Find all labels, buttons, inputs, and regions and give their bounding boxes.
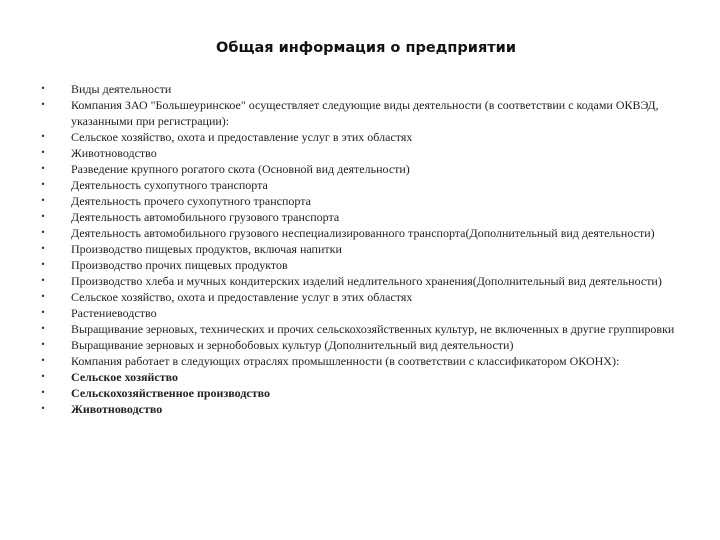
list-item-text: Сельскохозяйственное производство: [71, 386, 271, 400]
list-item-text: Деятельность прочего сухопутного транспорта: [71, 194, 311, 208]
list-item: [38, 401, 678, 417]
list-item: [38, 129, 678, 145]
bullet-icon: •: [40, 324, 46, 333]
list-item: [38, 305, 678, 321]
list-item: [38, 97, 678, 129]
bullet-icon: •: [40, 196, 46, 205]
list-item: [38, 369, 678, 385]
list-item-text: Разведение крупного рогатого скота (Основной вид деятельности): [71, 162, 410, 176]
bullet-icon: •: [40, 260, 46, 269]
bullet-icon: •: [40, 228, 46, 237]
list-item: [38, 161, 678, 177]
bullet-icon: •: [40, 276, 46, 285]
bullet-icon: •: [40, 164, 46, 173]
list-item-text: Компания ЗАО "Большеуринское" осуществляет следующие виды деятельности (в соответствии с кодами ОКВЭД, указанными при регистрации):: [71, 98, 659, 128]
bullet-icon: •: [40, 292, 46, 301]
list-item: [38, 225, 678, 241]
list-item-text: Виды деятельности: [71, 82, 172, 96]
list-item: [38, 257, 678, 273]
list-item-text: Растениеводство: [71, 306, 157, 320]
list-item-text: Животноводство: [71, 146, 157, 160]
bullet-icon: •: [40, 132, 46, 141]
page-title: Общая информация о предприятии: [216, 40, 516, 56]
list-item: [38, 209, 678, 225]
bullet-icon: •: [40, 388, 46, 397]
list-item: [38, 337, 678, 353]
list-item: [38, 177, 678, 193]
list-item-text: Выращивание зерновых и зернобобовых культур (Дополнительный вид деятельности): [71, 338, 514, 352]
list-item-text: Деятельность автомобильного грузового транспорта: [71, 210, 340, 224]
bullet-icon: •: [40, 340, 46, 349]
bullet-icon: •: [40, 100, 46, 109]
list-item: [38, 289, 678, 305]
list-item-text: Производство прочих пищевых продуктов: [71, 258, 288, 272]
list-item-text: Сельское хозяйство: [71, 370, 179, 384]
bullet-icon: •: [40, 372, 46, 381]
bullet-list: [38, 81, 678, 417]
list-item-text: Сельское хозяйство, охота и предоставление услуг в этих областях: [71, 130, 413, 144]
list-item: [38, 353, 678, 369]
list-item-text: Компания работает в следующих отраслях промышленности (в соответствии с классификатором ОКОНХ):: [71, 354, 620, 368]
list-item-text: Деятельность сухопутного транспорта: [71, 178, 268, 192]
bullet-icon: •: [40, 308, 46, 317]
list-item: [38, 193, 678, 209]
list-item-text: Деятельность автомобильного грузового неспециализированного транспорта(Дополнительный вид деятельности): [71, 226, 655, 240]
list-item: [38, 81, 678, 97]
list-item-text: Выращивание зерновых, технических и прочих сельскохозяйственных культур, не включенных в другие группировки: [71, 322, 675, 336]
bullet-icon: •: [40, 212, 46, 221]
list-item: [38, 321, 678, 337]
list-item-text: Сельское хозяйство, охота и предоставление услуг в этих областях: [71, 290, 413, 304]
bullet-icon: •: [40, 84, 46, 93]
list-item: [38, 145, 678, 161]
bullet-icon: •: [40, 356, 46, 365]
list-item: [38, 385, 678, 401]
list-item-text: Производство хлеба и мучных кондитерских изделий недлительного хранения(Дополнительный вид деятельности): [71, 274, 662, 288]
list-item-text: Производство пищевых продуктов, включая напитки: [71, 242, 342, 256]
list-item: [38, 273, 678, 289]
list-item-text: Животноводство: [71, 402, 163, 416]
bullet-icon: •: [40, 404, 46, 413]
bullet-icon: •: [40, 148, 46, 157]
list-item: [38, 241, 678, 257]
bullet-icon: •: [40, 244, 46, 253]
bullet-icon: •: [40, 180, 46, 189]
